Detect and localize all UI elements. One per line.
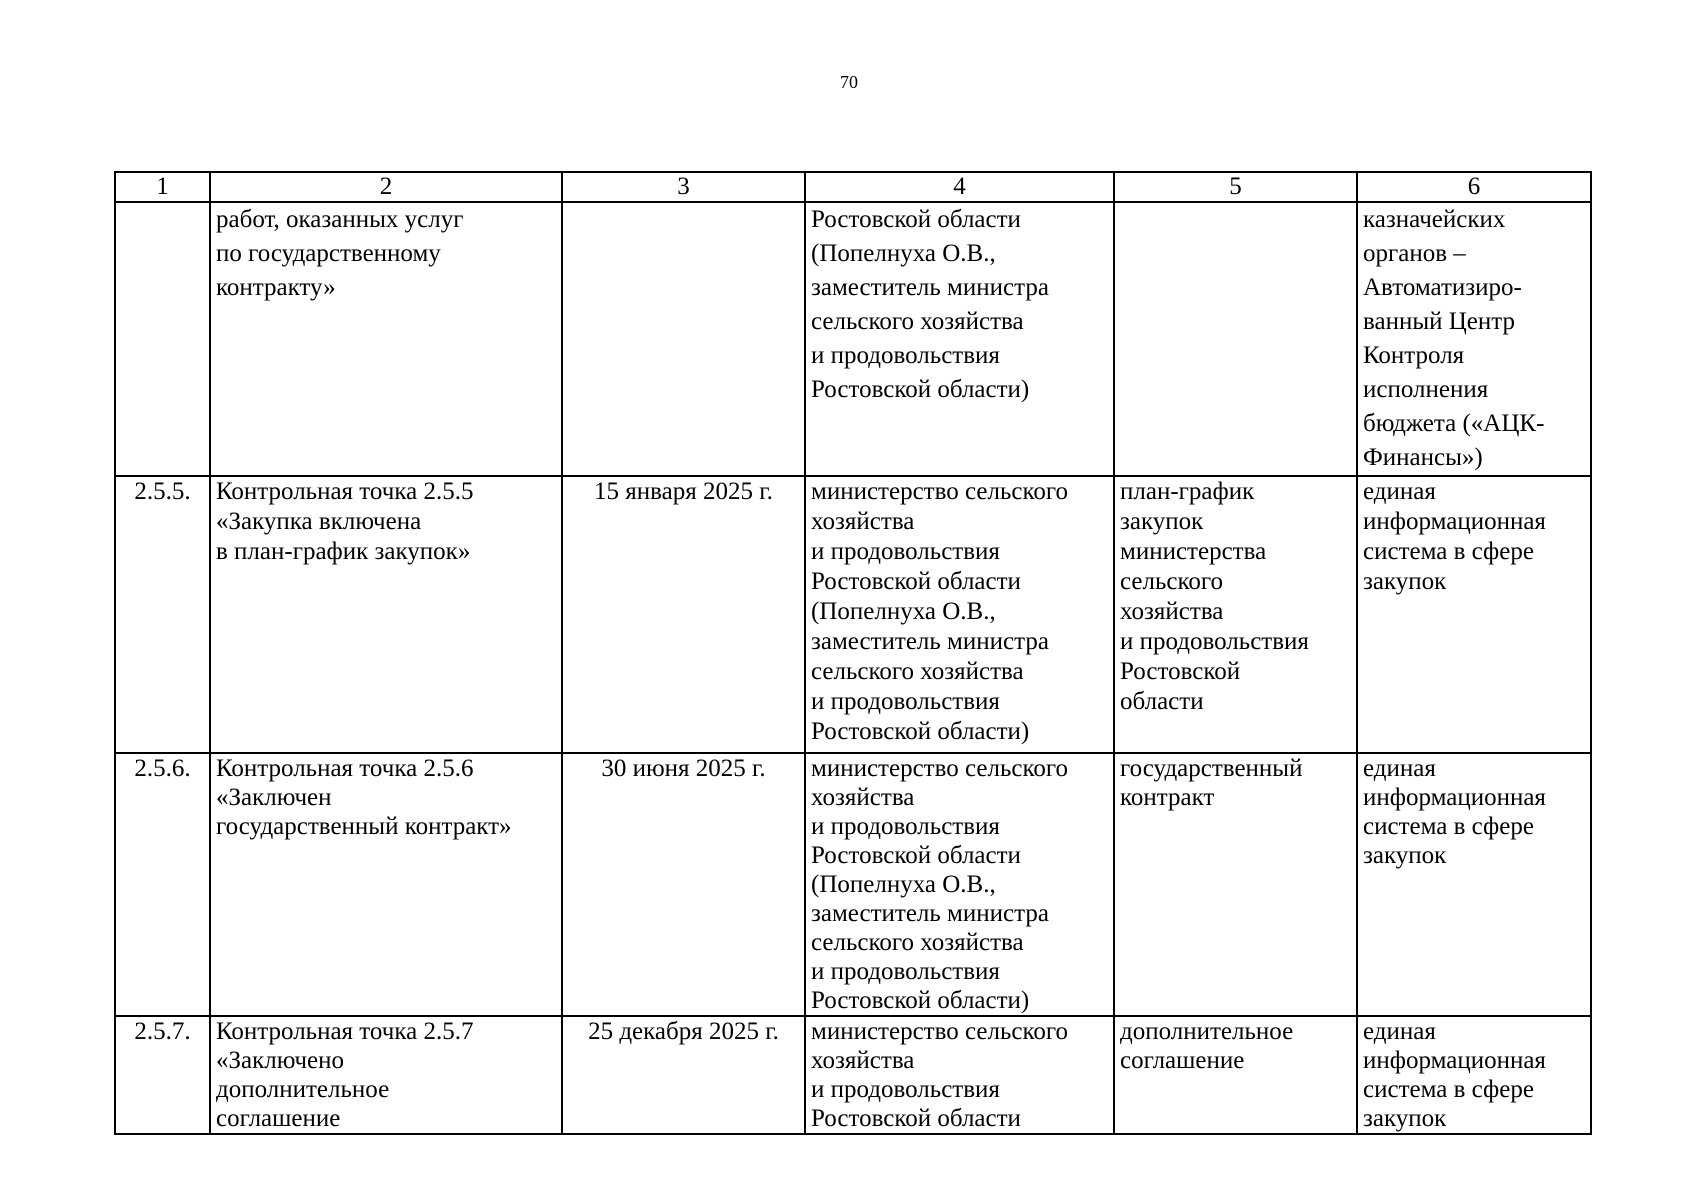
document-type-cell: дополнительное соглашение xyxy=(1114,1016,1357,1134)
information-system-cell: казначейских органов – Автоматизиро- ванный Центр Контроля исполнения бюджета («АЦК- Финансы») xyxy=(1357,202,1591,476)
table-row xyxy=(115,202,1591,476)
column-header-5: 5 xyxy=(1114,172,1357,202)
document-type-cell: государственный контракт xyxy=(1114,753,1357,1016)
row-number-cell: 2.5.7. xyxy=(115,1016,210,1134)
deadline-cell: 30 июня 2025 г. xyxy=(562,753,805,1016)
responsible-cell: министерство сельского хозяйства и продовольствия Ростовской области (Попелнуха О.В., заместитель министра сельского хозяйства и продовольствия Ростовской области) xyxy=(805,753,1114,1016)
document-type-cell xyxy=(1114,202,1357,476)
deadline-cell: 15 января 2025 г. xyxy=(562,476,805,753)
column-header-3: 3 xyxy=(562,172,805,202)
event-name-cell: работ, оказанных услуг по государственному контракту» xyxy=(210,202,562,476)
row-number-cell: 2.5.5. xyxy=(115,476,210,753)
deadline-cell xyxy=(562,202,805,476)
responsible-cell: министерство сельского хозяйства и продовольствия Ростовской области xyxy=(805,1016,1114,1134)
page-number: 70 xyxy=(840,72,858,92)
column-number-row xyxy=(115,172,1591,202)
row-number-cell xyxy=(115,202,210,476)
responsible-cell: министерство сельского хозяйства и продовольствия Ростовской области (Попелнуха О.В., заместитель министра сельского хозяйства и продовольствия Ростовской области) xyxy=(805,476,1114,753)
event-name-cell: Контрольная точка 2.5.5 «Закупка включена в план-график закупок» xyxy=(210,476,562,753)
information-system-cell: единая информационная система в сфере закупок xyxy=(1357,753,1591,1016)
event-name-cell: Контрольная точка 2.5.6 «Заключен государственный контракт» xyxy=(210,753,562,1016)
table-row xyxy=(115,1016,1591,1134)
document-type-cell: план-график закупок министерства сельского хозяйства и продовольствия Ростовской области xyxy=(1114,476,1357,753)
column-header-4: 4 xyxy=(805,172,1114,202)
column-header-1: 1 xyxy=(115,172,210,202)
table-row xyxy=(115,753,1591,1016)
table-row xyxy=(115,476,1591,753)
row-number-cell: 2.5.6. xyxy=(115,753,210,1016)
information-system-cell: единая информационная система в сфере закупок xyxy=(1357,1016,1591,1134)
responsible-cell: Ростовской области (Попелнуха О.В., заместитель министра сельского хозяйства и продовольствия Ростовской области) xyxy=(805,202,1114,476)
deadline-cell: 25 декабря 2025 г. xyxy=(562,1016,805,1134)
control-points-table xyxy=(114,171,1592,1135)
information-system-cell: единая информационная система в сфере закупок xyxy=(1357,476,1591,753)
column-header-6: 6 xyxy=(1357,172,1591,202)
event-name-cell: Контрольная точка 2.5.7 «Заключено дополнительное соглашение xyxy=(210,1016,562,1134)
column-header-2: 2 xyxy=(210,172,562,202)
